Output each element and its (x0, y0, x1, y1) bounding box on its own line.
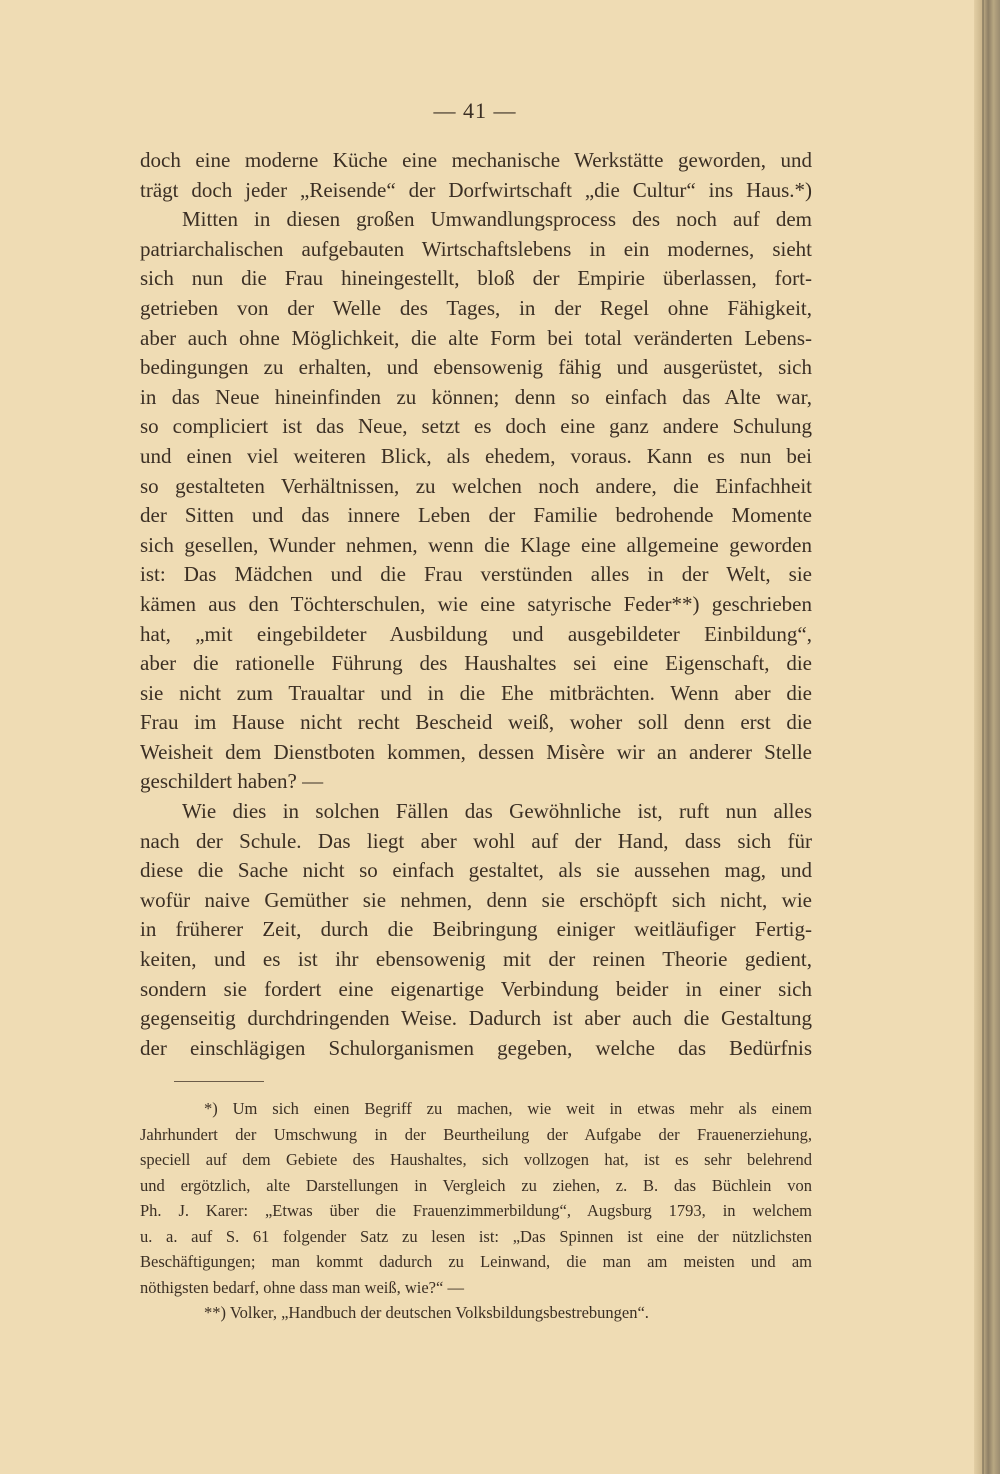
footnote-line: nöthigsten bedarf, ohne dass man weiß, wie?“ — (140, 1277, 464, 1297)
text-line: und einen viel weiteren Blick, als ehedem, voraus. Kann es nun bei (140, 443, 812, 468)
text-line: der einschlägigen Schulorganismen gegeben, welche das Bedürfnis (140, 1035, 812, 1060)
text-line: hat, „mit eingebildeter Ausbildung und ausgebildeter Einbildung“, (140, 621, 812, 646)
footnote-line: Jahrhundert der Umschwung in der Beurtheilung der Aufgabe der Frauenerziehung, (140, 1124, 812, 1144)
footnote-line: Ph. J. Karer: „Etwas über die Frauenzimmerbildung“, Augsburg 1793, in welchem (140, 1201, 812, 1220)
text-line: getrieben von der Welle des Tages, in der Regel ohne Fähigkeit, (140, 295, 812, 320)
text-line: aber die rationelle Führung des Haushaltes sei eine Eigenschaft, die (140, 651, 812, 676)
text-line: patriarchalischen aufgebauten Wirtschaftslebens in ein modernes, sieht (140, 236, 812, 261)
footnote-divider (174, 1081, 264, 1082)
text-line: sondern sie fordert eine eigenartige Verbindung beider in einer sich (140, 976, 812, 1001)
text-line: doch eine moderne Küche eine mechanische Werkstätte geworden, und (140, 148, 812, 172)
text-line: Mitten in diesen großen Umwandlungsprocess des noch auf dem (182, 207, 812, 232)
text-line: kämen aus den Töchterschulen, wie eine satyrische Feder**) geschrieben (140, 591, 812, 616)
text-line: trägt doch jeder „Reisende“ der Dorfwirtschaft „die Cultur“ ins Haus.*) (140, 177, 812, 202)
text-line: so gestalteten Verhältnissen, zu welchen noch andere, die Einfachheit (140, 473, 812, 498)
text-line: nach der Schule. Das liegt aber wohl auf der Hand, dass sich für (140, 828, 812, 853)
text-line: Weisheit dem Dienstboten kommen, dessen Misère wir an anderer Stelle (140, 739, 812, 764)
text-line: gegenseitig durchdringenden Weise. Dadurch ist aber auch die Gestaltung (140, 1006, 812, 1031)
text-line: aber auch ohne Möglichkeit, die alte Form bei total veränderten Lebens- (140, 325, 812, 350)
footnote-line: *) Um sich einen Begriff zu machen, wie weit in etwas mehr als einem (204, 1099, 812, 1118)
footnote-line: Beschäftigungen; man kommt dadurch zu Leinwand, die man am meisten und am (140, 1252, 812, 1271)
text-line: geschildert haben? — (140, 769, 324, 794)
text-line: bedingungen zu erhalten, und ebensowenig fähig und ausgerüstet, sich (140, 355, 812, 380)
page-number: — 41 — (433, 98, 517, 123)
footnote-line: speciell auf dem Gebiete des Haushaltes, sich vollzogen hat, ist es sehr belehrend (140, 1150, 812, 1169)
text-line: Frau im Hause nicht recht Bescheid weiß, woher soll denn erst die (140, 710, 812, 735)
text-line: in das Neue hineinfinden zu können; denn so einfach das Alte war, (140, 384, 812, 409)
text-line: sich gesellen, Wunder nehmen, wenn die Klage eine allgemeine geworden (140, 532, 812, 557)
footnote-line: **) Volker, „Handbuch der deutschen Volksbildungsbestrebungen“. (204, 1303, 649, 1322)
text-line: ist: Das Mädchen und die Frau verstünden alles in der Welt, sie (140, 562, 812, 587)
book-binding-edge (974, 0, 1000, 1474)
text-line: sie nicht zum Traualtar und in die Ehe mitbrächten. Wenn aber die (140, 680, 812, 705)
footnote-line: und ergötzlich, alte Darstellungen in Vergleich zu ziehen, z. B. das Büchlein von (140, 1175, 812, 1195)
text-line: so compliciert ist das Neue, setzt es doch eine ganz andere Schulung (140, 414, 812, 439)
text-line: diese die Sache nicht so einfach gestaltet, als sie aussehen mag, und (140, 858, 812, 883)
text-line: der Sitten und das innere Leben der Familie bedrohende Momente (140, 503, 812, 528)
footnotes (140, 1096, 812, 1326)
text-line: Wie dies in solchen Fällen das Gewöhnliche ist, ruft nun alles (182, 799, 812, 824)
text-line: sich nun die Frau hineingestellt, bloß der Empirie überlassen, fort- (140, 266, 812, 291)
text-line: wofür naive Gemüther sie nehmen, denn sie erschöpft sich nicht, wie (140, 887, 812, 912)
footnote-line: u. a. auf S. 61 folgender Satz zu lesen ist: „Das Spinnen ist eine der nützlichsten (140, 1226, 812, 1246)
text-line: in früherer Zeit, durch die Beibringung einiger weitläufiger Fertig- (140, 917, 812, 942)
text-line: keiten, und es ist ihr ebensowenig mit der reinen Theorie gedient, (140, 947, 812, 972)
body-text (140, 146, 812, 1063)
